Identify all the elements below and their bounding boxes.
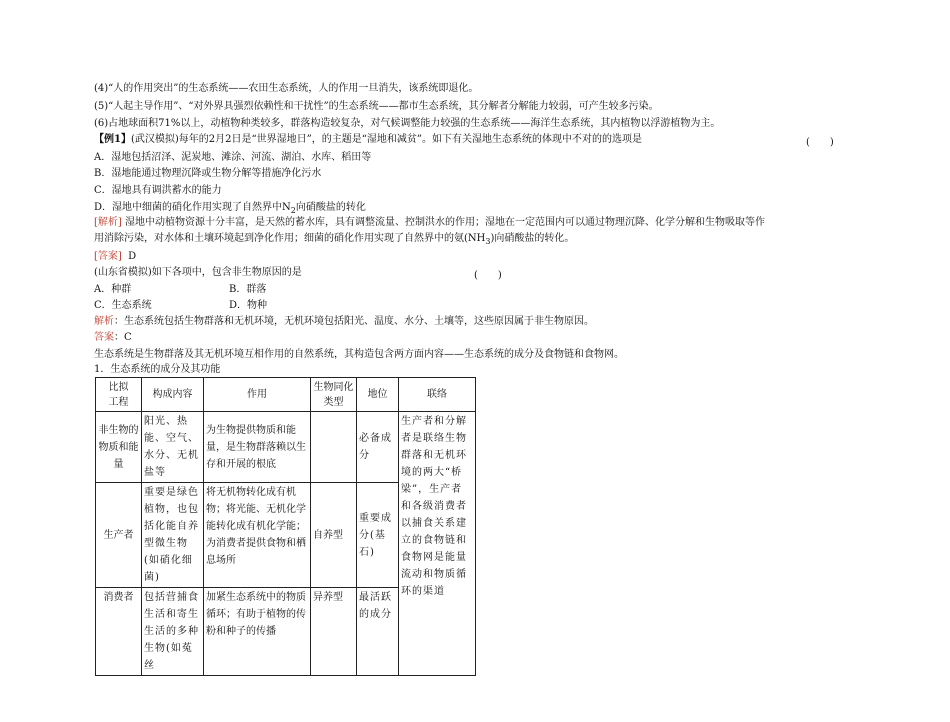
header-assimilation: 生物同化 类型: [311, 378, 357, 412]
example-1-question: (武汉模拟)每年的2月2日是“世界湿地日”，的主题是“湿地和减贫”。如下有关湿地生态系统的体现中不对的的选项是: [130, 134, 642, 145]
example-1-option-b: B．湿地能通过物理沉降或生物分解等措施净化污水: [94, 168, 322, 179]
section-heading: 1．生态系统的成分及其功能: [94, 364, 221, 375]
row-name-producer: 生产者: [96, 483, 142, 588]
table-header-row: [96, 378, 476, 412]
header-status: 地位: [357, 378, 399, 412]
para-6: (6)占地球面积71%以上，动植物种类较多，群落构造较复杂，对气候调整能力较强的生态系统——海洋生态系统，其内植物以浮游植物为主。: [94, 118, 721, 129]
row-assim-consumer: 异养型: [311, 588, 357, 676]
row-content-nonliving: 阳光、热能、空气、水分、无机盐等: [142, 412, 204, 483]
row-status-producer: 重要成分(基石): [357, 483, 399, 588]
example-1-option-c: C．湿地具有调洪蓄水的能力: [94, 185, 222, 196]
row-function-nonliving: 为生物提供物质和能量，是生物群落赖以生存和开展的根底: [204, 412, 311, 483]
header-relation: 联络: [399, 378, 476, 412]
example-2-option-a: A．种群: [94, 284, 132, 295]
example-1-answer: [答案] D: [94, 251, 137, 262]
summary: 生态系统是生物群落及其无机环境互相作用的自然系统，其构造包含两方面内容——生态系统的成分及食物链和食物网。: [94, 349, 624, 360]
header-function: 作用: [204, 378, 311, 412]
example-2-paren: ( ): [474, 270, 502, 281]
analysis-label: [解析]: [94, 217, 122, 228]
example-2-answer: 答案：C: [94, 332, 132, 343]
table-row: [96, 412, 476, 483]
row-function-producer: 将无机物转化成有机物；将光能、无机化学能转化成有机化学能；为消费者提供食物和栖息场所: [204, 483, 311, 588]
row-status-consumer: 最活跃的成分: [357, 588, 399, 676]
example-2-option-d: D．物种: [229, 300, 268, 311]
example-2-option-c: C．生态系统: [94, 300, 152, 311]
para-5: (5)“人起主导作用”、“对外界具强烈依赖性和干扰性”的生态系统——都市生态系统，其分解者分解能力较弱，可产生较多污染。: [94, 101, 659, 112]
example-2-stem: (山东省模拟)如下各项中，包含非生物原因的是: [94, 267, 302, 278]
row-assim-producer: 自养型: [311, 483, 357, 588]
row-content-consumer: 包括营捕食生活和寄生生活的多种生物(如菟丝: [142, 588, 204, 676]
header-composition: 构成内容: [142, 378, 204, 412]
example-1-option-d: D．湿地中细菌的硝化作用实现了自然界中$N_2$向硝酸盐的转化: [94, 202, 366, 215]
answer-label-2: 答案: [94, 332, 114, 343]
example-2-analysis: 解析：生态系统包括生物群落和无机环境，无机环境包括阳光、温度、水分、土壤等，这些原因属于非生物原因。: [94, 316, 594, 327]
analysis-label-2: 解析: [94, 316, 114, 327]
row-relation: 生产者和分解者是联络生物群落和无机环境的两大“桥梁”，生产者和各级消费者以捕食关系建立的食物链和食物网是能量流动和物质循环的渠道: [399, 412, 476, 676]
example-1-stem: [94, 133, 642, 147]
example-1-analysis-cont: 用消除污染，对水体和土壤环境起到净化作用；细菌的硝化作用实现了自然界中的氨$(NH_3)$向硝酸盐的转化。: [94, 233, 575, 246]
ecosystem-components-table: [95, 377, 476, 676]
example-1-analysis: [解析] 湿地中动植物资源十分丰富，是天然的蓄水库，具有调整流量、控制洪水的作用；湿地在一定范围内可以通过物理沉降、化学分解和生物吸取等作: [94, 217, 765, 228]
row-status-nonliving: 必备成分: [357, 412, 399, 483]
row-assim-nonliving: [311, 412, 357, 483]
example-1-paren: ( ): [806, 137, 834, 148]
row-name-consumer: 消费者: [96, 588, 142, 676]
answer-label: [答案]: [94, 251, 122, 262]
example-2-option-b: B．群落: [229, 284, 267, 295]
row-name-nonliving: 非生物的物质和能量: [96, 412, 142, 483]
para-4: (4)“人的作用突出”的生态系统——农田生态系统，人的作用一旦消失，该系统即退化。: [94, 83, 479, 94]
row-content-producer: 重要是绿色植物，也包括化能自养型微生物(如硝化细菌): [142, 483, 204, 588]
example-1-label: 【例1】: [94, 134, 131, 145]
example-1-option-a: A．湿地包括沼泽、泥炭地、滩涂、河流、湖泊、水库、稻田等: [94, 152, 372, 163]
row-function-consumer: 加紧生态系统中的物质循环；有助于植物的传粉和种子的传播: [204, 588, 311, 676]
header-analog: 比拟 工程: [96, 378, 142, 412]
